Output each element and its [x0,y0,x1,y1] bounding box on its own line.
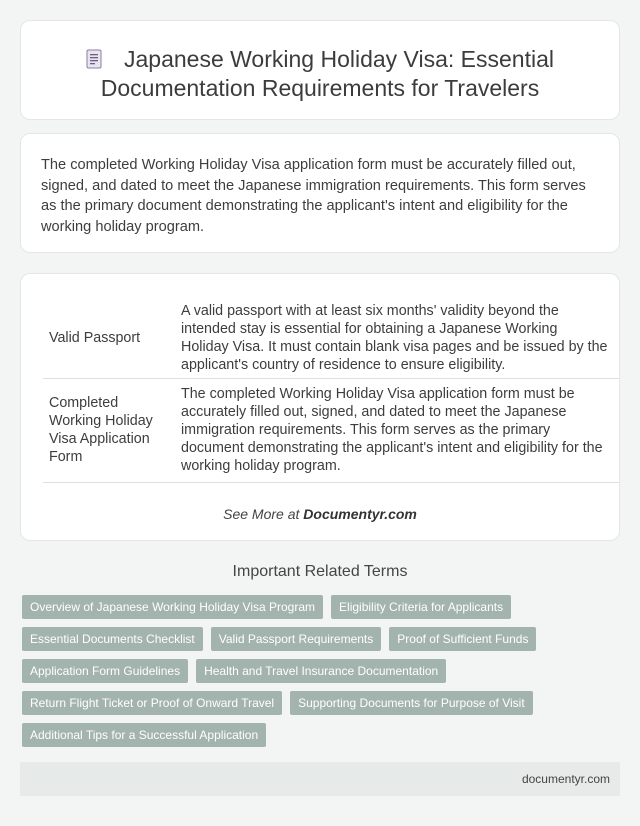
table-row [43,299,619,378]
page-title-text: Japanese Working Holiday Visa: Essential Documentation Requirements for Travelers [100,46,554,101]
footer-site[interactable]: documentyr.com [521,772,610,786]
related-tag[interactable]: Overview of Japanese Working Holiday Visa Program [22,595,323,619]
related-tag[interactable]: Return Flight Ticket or Proof of Onward Travel [22,691,282,715]
related-tag[interactable]: Application Form Guidelines [22,659,188,683]
intro-card [20,133,620,253]
related-tag[interactable]: Supporting Documents for Purpose of Visit [290,691,533,715]
related-tag[interactable]: Essential Documents Checklist [22,627,203,651]
see-more-site[interactable]: Documentyr.com [303,505,417,522]
document-icon [86,47,102,67]
table-row [43,378,619,482]
table-card [20,273,620,541]
term-cell: Completed Working Holiday Visa Application Form [43,378,174,482]
related-tag[interactable]: Additional Tips for a Successful Application [22,723,266,747]
related-tag[interactable]: Proof of Sufficient Funds [389,627,536,651]
footer [20,762,620,796]
related-tag[interactable]: Health and Travel Insurance Documentation [196,659,446,683]
page-title [21,45,619,103]
related-terms-heading: Important Related Terms [232,563,408,580]
description-cell: The completed Working Holiday Visa application form must be accurately filled out, signed, and dated to meet the Japanese immigration requirements. This form serves as the primary document demonstrating the applicant's intent and eligibility for the working holiday program. [174,378,619,482]
intro-paragraph: The completed Working Holiday Visa application form must be accurately filled out, signed, and dated to meet the Japanese immigration requirements. This form serves as the primary document demonstrating the applicant's intent and eligibility for the working holiday program. [41,157,586,235]
description-cell: A valid passport with at least six months' validity beyond the intended stay is essential for obtaining a Japanese Working Holiday Visa. It must contain blank visa pages and be issued by the applicant's country of residence to ensure eligibility. [174,299,619,378]
related-tag[interactable]: Valid Passport Requirements [211,627,382,651]
requirements-table [43,299,619,483]
title-card [20,20,620,120]
related-tags [22,595,622,755]
see-more-link[interactable] [21,506,619,522]
related-tag[interactable]: Eligibility Criteria for Applicants [331,595,511,619]
term-cell: Valid Passport [43,299,174,378]
see-more-prefix: See More at [223,505,304,522]
